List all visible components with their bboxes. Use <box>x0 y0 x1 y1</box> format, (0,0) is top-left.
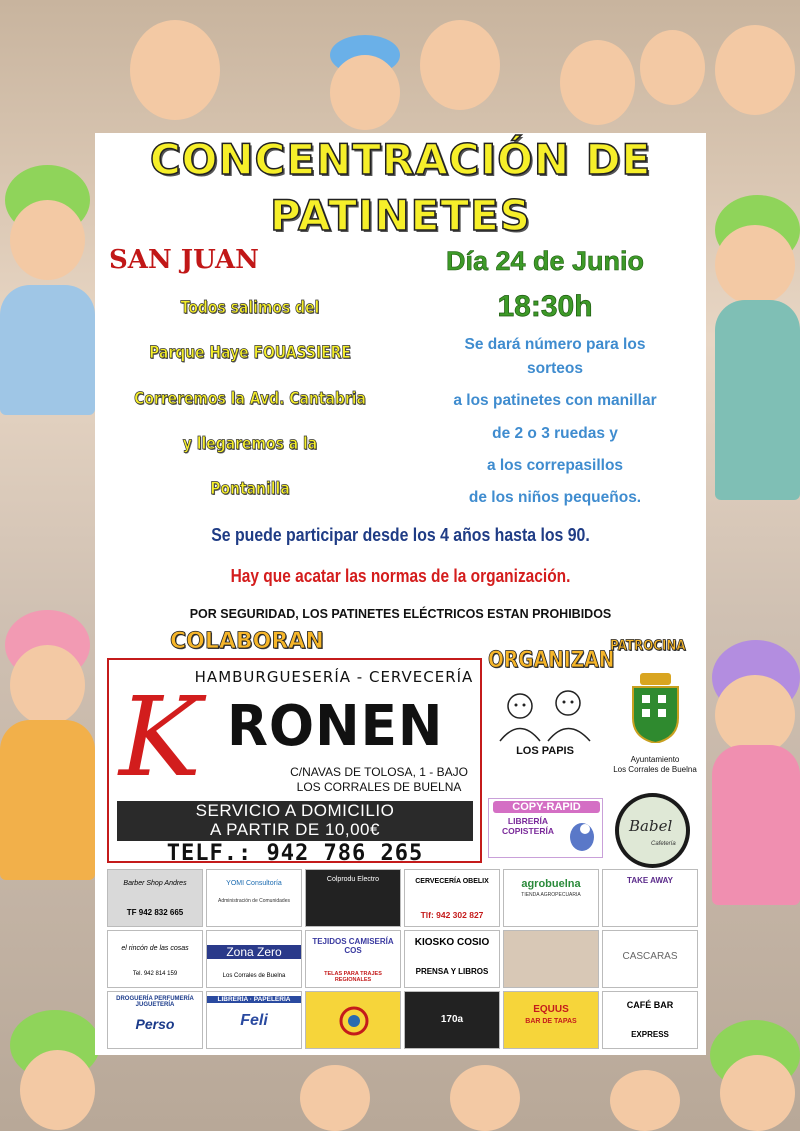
san-juan-label: SAN JUAN <box>109 245 259 275</box>
sponsor-cell-cafebar <box>602 991 698 1049</box>
sponsor-title: Barber Shop Andres <box>123 880 187 887</box>
kronen-service1: SERVICIO A DOMICILIO <box>195 801 395 820</box>
sponsor-cell-perso <box>107 991 203 1049</box>
sponsor-cell-agrobuelna <box>503 869 599 927</box>
babel-logo <box>615 793 690 868</box>
sponsor-sub: Los Corrales de Buelna <box>222 973 286 979</box>
route-line: Todos salimos del <box>180 298 320 318</box>
sponsor-sub: PRENSA Y LIBROS <box>415 967 489 976</box>
kronen-ad <box>107 658 482 866</box>
kronen-address2: LOS CORRALES DE BUELNA <box>296 780 462 794</box>
sponsor-title: el rincón de las cosas <box>121 945 189 952</box>
route-line: Correremos la Avd. Cantabria <box>134 389 366 409</box>
organizer-name: LOS PAPIS <box>516 745 574 757</box>
patrocina-label: PATROCINA <box>610 638 686 654</box>
sponsor-cell-colprodu <box>305 869 401 927</box>
sponsor-sub: EXPRESS <box>631 1030 669 1039</box>
kronen-tagline: HAMBURGUESERÍA - CERVECERÍA <box>194 668 474 686</box>
sponsor-title: TEJIDOS CAMISERÍA COS <box>312 937 394 955</box>
copy-rapid-title: COPY-RAPID <box>493 801 600 813</box>
raffle-line: de los niños pequeños. <box>468 489 642 506</box>
sponsor-sub: TELAS PARA TRAJES REGIONALES <box>324 971 382 983</box>
sponsor-cell-rincon <box>107 930 203 988</box>
sponsor-cell-barber <box>107 869 203 927</box>
emblem-icon <box>339 1006 369 1036</box>
sponsor-sub: Perso <box>135 1016 175 1032</box>
kronen-address1: C/NAVAS DE TOLOSA, 1 - BAJO <box>290 765 468 779</box>
sponsor-title: DROGUERÍA PERFUMERÍA JUGUETERÍA <box>116 996 194 1008</box>
sponsor-title: CAFÉ BAR <box>626 1000 674 1010</box>
sponsor-title: CERVECERÍA OBELIX <box>415 878 489 885</box>
sponsor-name: Ayuntamiento Los Corrales de Buelna <box>613 755 697 774</box>
sponsor-sub: Tel. 942 814 159 <box>132 971 178 977</box>
sponsor-cell-kiosko <box>404 930 500 988</box>
sponsor-cell-yomi <box>206 869 302 927</box>
kronen-name: RONEN <box>227 694 444 759</box>
sponsor-cell-170a <box>404 991 500 1049</box>
raffle-line: sorteos <box>527 360 583 377</box>
route-line: Parque Haye FOUASSIERE <box>149 343 351 363</box>
sponsor-cell-photo <box>503 930 599 988</box>
sponsor-title: Zona Zero <box>207 945 301 959</box>
sponsor-sub: TF 942 832 665 <box>126 908 184 917</box>
copy-rapid-ad <box>488 798 603 858</box>
sponsor-title: LIBRERÍA · PAPELERÍA <box>207 996 301 1003</box>
raffle-line: de 2 o 3 ruedas y <box>492 425 618 442</box>
organizan-label: ORGANIZAN <box>488 648 615 673</box>
sponsor-cell-cos <box>305 930 401 988</box>
sponsor-cell-emblem <box>305 991 401 1049</box>
sponsor-title: YOMI Consultoría <box>226 880 282 887</box>
sponsor-cell-feli <box>206 991 302 1049</box>
safety-notice: POR SEGURIDAD, LOS PATINETES ELÉCTRICOS ESTAN PROHIBIDOS <box>189 607 612 621</box>
sponsor-cell-zonazero <box>206 930 302 988</box>
sponsor-title: CASCARAS <box>622 951 678 962</box>
sponsor-title: agrobuelna <box>521 878 581 890</box>
roadrunner-icon <box>563 817 601 855</box>
sponsor-title: KIOSKO COSIO <box>414 937 490 948</box>
route-line: Pontanilla <box>210 479 290 499</box>
title-line1: CONCENTRACIÓN DE <box>149 135 652 184</box>
colaboran-label: COLABORAN <box>170 629 324 654</box>
sponsor-title: Colprodu Electro <box>326 876 380 883</box>
ayuntamiento-shield-icon <box>628 673 683 743</box>
participation-text: Se puede participar desde los 4 años hasta los 90. <box>211 525 590 545</box>
sponsor-sub: Feli <box>240 1012 268 1029</box>
sponsor-title: TAKE AWAY <box>627 876 673 885</box>
sponsor-title: EQUUS <box>533 1004 569 1015</box>
sponsor-sub: BAR DE TAPAS <box>525 1018 577 1025</box>
kronen-phone: TELF.: 942 786 265 <box>166 841 424 866</box>
sponsor-sub: Administración de Comunidades <box>218 898 290 904</box>
sponsor-cell-equus <box>503 991 599 1049</box>
event-time: 18:30h <box>497 290 593 323</box>
sponsor-sub: Tlf: 942 302 827 <box>420 910 484 920</box>
raffle-line: a los correpasillos <box>486 457 624 474</box>
copy-rapid-sub: LIBRERÍA COPISTERÍA <box>502 816 554 836</box>
raffle-line: a los patinetes con manillar <box>453 392 657 409</box>
poster-panel <box>95 133 706 1055</box>
event-date: Día 24 de Junio <box>445 246 645 276</box>
raffle-line: Se dará número para los <box>464 336 646 353</box>
route-line: y llegaremos a la <box>182 434 318 454</box>
rules-text: Hay que acatar las normas de la organización. <box>230 566 571 586</box>
kronen-k-logo: K <box>119 673 202 801</box>
sponsor-cell-cascaras <box>602 930 698 988</box>
sponsor-sub: TIENDA AGROPECUARIA <box>521 892 581 898</box>
babel-name: Babel <box>629 817 673 835</box>
kronen-service-box <box>117 801 473 841</box>
kronen-service2: A PARTIR DE 10,00€ <box>210 820 380 839</box>
babel-sub: Cafetería <box>651 841 676 847</box>
sponsor-cell-obelix <box>404 869 500 927</box>
sponsor-title: 170a <box>440 1014 464 1025</box>
title-line2: PATINETES <box>270 191 531 240</box>
sponsor-cell-takeaway <box>602 869 698 927</box>
